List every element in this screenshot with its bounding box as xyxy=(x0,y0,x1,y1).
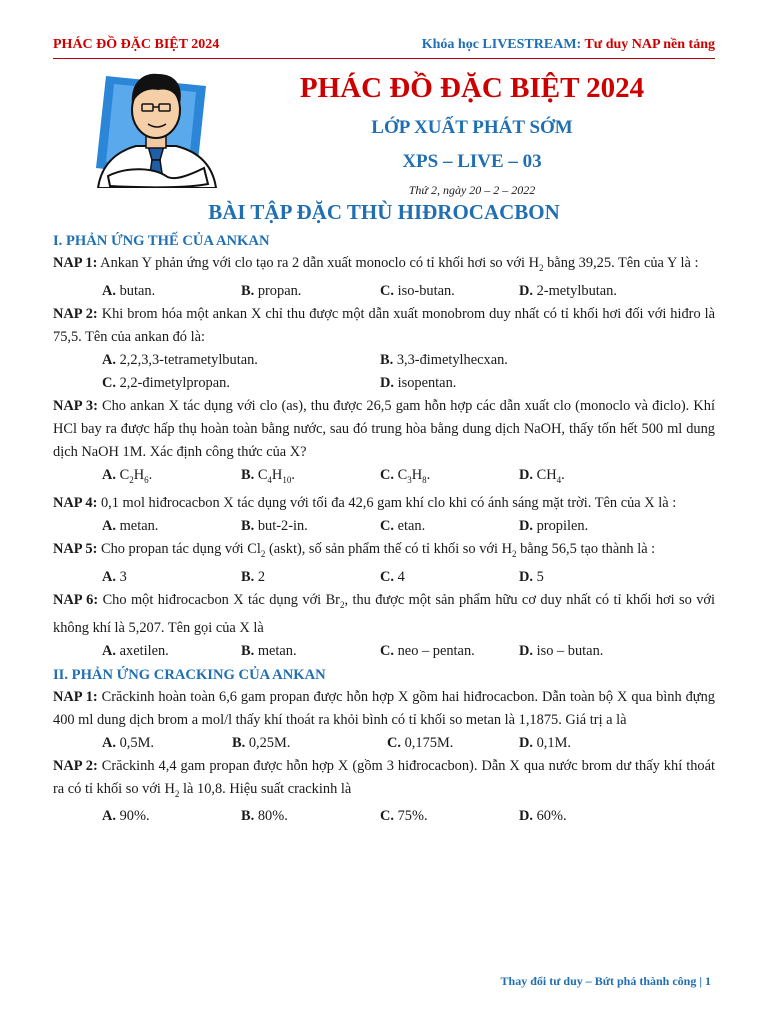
question-p1-q4 xyxy=(53,492,715,515)
header-course-prefix: Khóa học LIVESTREAM: xyxy=(421,37,582,52)
question-text: , thu được một sản phẩm hữu cơ duy nhất có tỉ khối hơi so với không khí là 5,207. Tên gọi của X là xyxy=(53,591,716,636)
subscript: 2 xyxy=(260,548,266,559)
option-a[interactable]: A. axetilen. xyxy=(102,642,169,659)
question-label: NAP 1: xyxy=(53,688,98,705)
question-text: bằng 39,25. Tên của Y là : xyxy=(543,255,699,271)
question-label: NAP 5: xyxy=(53,540,98,557)
question-label: NAP 2: xyxy=(53,305,98,322)
student-mascot-illustration xyxy=(88,64,224,188)
question-p1-q1 xyxy=(53,252,715,280)
question-text: Cho một hiđrocacbon X tác dụng với Br xyxy=(98,591,340,608)
options-p1-q2 xyxy=(53,349,715,395)
option-b[interactable]: B. propan. xyxy=(241,282,302,299)
question-label: NAP 1: xyxy=(53,255,98,271)
question-p1-q2 xyxy=(53,303,715,349)
page-header xyxy=(53,34,715,59)
part2-heading: II. PHẢN ỨNG CRACKING CỦA ANKAN xyxy=(53,666,326,683)
option-b[interactable]: B. metan. xyxy=(241,642,297,659)
option-c[interactable]: C. 2,2-đimetylpropan. xyxy=(102,374,230,391)
class-title: LỚP XUẤT PHÁT SỚM xyxy=(371,117,573,138)
option-b[interactable]: B. 80%. xyxy=(241,808,288,825)
option-a[interactable]: A. 2,2,3,3-tetrametylbutan. xyxy=(102,351,258,368)
option-c[interactable]: C. 0,175M. xyxy=(387,734,454,751)
question-text: Khi brom hóa một ankan X chỉ thu được một dẫn xuất monobrom duy nhất có tỉ khối hơi đối với hiđro là 75,5. Tên của ankan đó là: xyxy=(53,305,715,345)
question-label: NAP 4: xyxy=(53,494,98,511)
question-p1-q6 xyxy=(53,589,715,640)
session-code: XPS – LIVE – 03 xyxy=(402,151,542,172)
question-text: bằng 56,5 tạo thành là : xyxy=(516,540,656,557)
question-text: (askt), số sản phẩm thế có tỉ khối so với H xyxy=(265,540,512,557)
options-p1-q3 xyxy=(53,464,715,492)
question-text: Cho propan tác dụng với Cl xyxy=(97,540,261,557)
option-c[interactable]: C. 75%. xyxy=(380,808,428,825)
option-b[interactable]: B. 0,25M. xyxy=(232,734,291,751)
question-label: NAP 2: xyxy=(53,757,98,774)
question-text: Ankan Y phản ứng với clo tạo ra 2 dẫn xuất monoclo có tỉ khối hơi so với H xyxy=(97,255,540,271)
options-p2-q1 xyxy=(53,732,715,755)
option-c[interactable]: C. etan. xyxy=(380,517,426,534)
option-a[interactable]: A. 0,5M. xyxy=(102,734,154,751)
options-p2-q2 xyxy=(53,805,715,828)
option-d[interactable]: D. 0,1M. xyxy=(519,734,571,751)
option-c[interactable]: C. neo – pentan. xyxy=(380,642,475,659)
page-footer xyxy=(501,974,711,989)
question-p2-q2 xyxy=(53,755,715,806)
footer-separator: | xyxy=(699,974,702,988)
header-left-title: PHÁC ĐỒ ĐẶC BIỆT 2024 xyxy=(53,37,220,52)
question-label: NAP 6: xyxy=(53,591,99,608)
option-d[interactable]: D. propilen. xyxy=(519,517,589,534)
title-block xyxy=(232,66,712,198)
question-label: NAP 3: xyxy=(53,397,98,414)
option-a[interactable]: A. 3 xyxy=(102,568,127,585)
option-d[interactable]: D. iso – butan. xyxy=(519,642,604,659)
option-d[interactable]: D. 60%. xyxy=(519,808,567,825)
option-d[interactable]: D. $CH_4$. xyxy=(519,466,565,485)
option-b[interactable]: B. 2 xyxy=(241,568,266,585)
question-text: 0,1 mol hiđrocacbon X tác dụng với tối đa 42,6 gam khí clo khi có ánh sáng mặt trời. Tên của X là : xyxy=(97,494,677,511)
options-p1-q4 xyxy=(53,515,715,538)
option-b[interactable]: B. but-2-in. xyxy=(241,517,308,534)
option-a[interactable]: A. $C_2H_6$. xyxy=(102,466,153,485)
option-a[interactable]: A. metan. xyxy=(102,517,159,534)
option-d[interactable]: D. isopentan. xyxy=(380,374,457,391)
subscript: 2 xyxy=(339,599,345,610)
option-d[interactable]: D. 2-metylbutan. xyxy=(519,282,617,299)
question-p2-q1 xyxy=(53,686,715,732)
option-a[interactable]: A. 90%. xyxy=(102,808,150,825)
header-course-label xyxy=(422,37,715,53)
subscript: 2 xyxy=(539,262,544,273)
option-c[interactable]: C. iso-butan. xyxy=(380,282,455,299)
footer-slogan: Thay đổi tư duy – Bứt phá thành công xyxy=(500,974,697,988)
page-number: 1 xyxy=(705,974,711,988)
header-course-name: Tư duy NAP nền tảng xyxy=(584,37,715,52)
options-p1-q5 xyxy=(53,566,715,589)
section-title: BÀI TẬP ĐẶC THÙ HIĐROCACBON xyxy=(208,200,560,224)
option-c[interactable]: C. $C_3H_8$. xyxy=(380,466,431,485)
options-p1-q1 xyxy=(53,280,715,303)
question-text: Crăckinh 4,4 gam propan được hỗn hợp X (gồm 3 hiđrocacbon). Dẫn X qua nước brom dư thấy khí thoát ra có tỉ khối so với H xyxy=(53,757,715,797)
session-date: Thứ 2, ngày 20 – 2 – 2022 xyxy=(408,183,536,197)
question-text: Cho ankan X tác dụng với clo (as), thu được 26,5 gam hỗn hợp các dẫn xuất clo (monoclo và điclo). Khí HCl bay ra được hấp thụ hoàn toàn bằng nước, sau đó trung hòa bằng dung dịch NaOH, thấy tốn hết 500 ml dung dịch NaOH 1M. Xác định công thức của X? xyxy=(53,397,715,460)
option-b[interactable]: B. 3,3-đimetylhecxan. xyxy=(380,351,508,368)
option-d[interactable]: D. 5 xyxy=(519,568,544,585)
question-text: là 10,8. Hiệu suất crackinh là xyxy=(179,780,352,797)
question-text: Crăckinh hoàn toàn 6,6 gam propan được hỗn hợp X gồm hai hiđrocacbon. Dẫn toàn bộ X qua bình đựng 400 ml dung dịch brom a mol/l thấy khí thoát ra khỏi bình có tỉ khối so metan là 1,1875. Giá trị a là xyxy=(53,688,715,728)
part1-heading: I. PHẢN ỨNG THẾ CỦA ANKAN xyxy=(53,233,270,249)
question-p1-q3 xyxy=(53,395,715,464)
document-title: PHÁC ĐỒ ĐẶC BIỆT 2024 xyxy=(299,72,645,104)
option-a[interactable]: A. butan. xyxy=(102,282,156,299)
option-b[interactable]: B. $C_4H_{10}$. xyxy=(241,466,295,485)
worksheet-content xyxy=(53,198,715,828)
subscript: 2 xyxy=(174,788,180,799)
options-p1-q6 xyxy=(53,640,715,663)
question-p1-q5 xyxy=(53,538,715,566)
option-c[interactable]: C. 4 xyxy=(380,568,405,585)
subscript: 2 xyxy=(512,548,517,559)
